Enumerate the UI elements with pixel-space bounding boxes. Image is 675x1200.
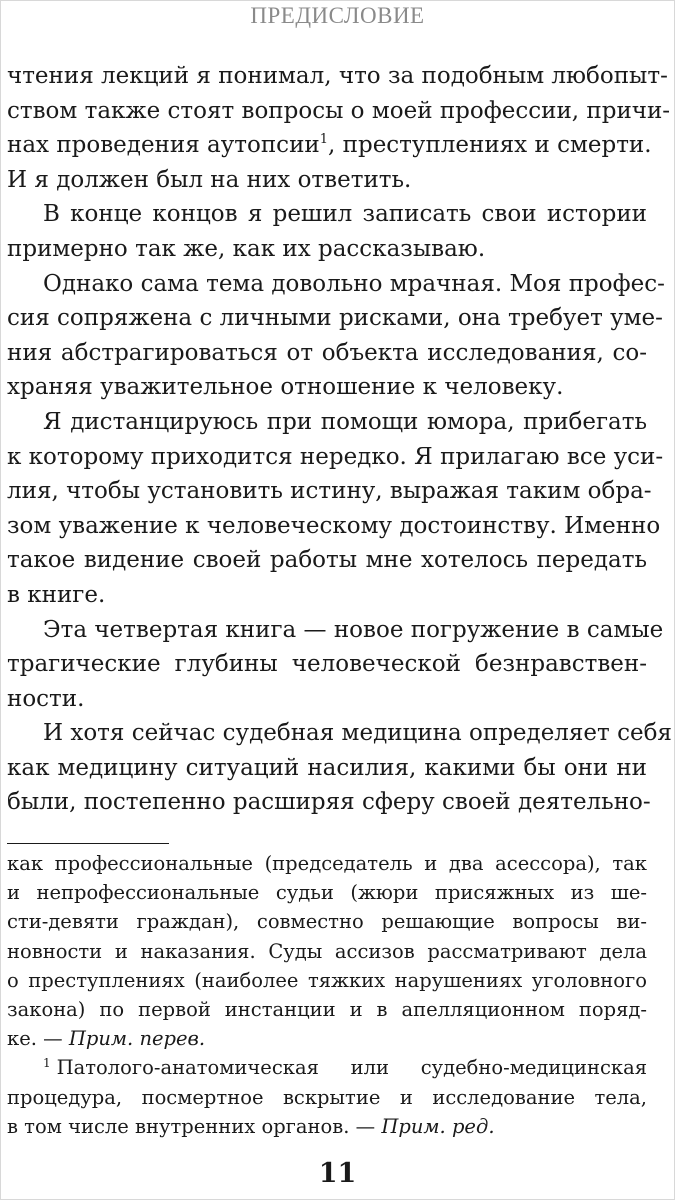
text-line: храняя уважительное отношение к человеку. <box>7 374 564 401</box>
paragraph <box>7 59 671 197</box>
footnote-line: новности и наказания. Суды ассизов рассматривают дела <box>7 939 647 963</box>
text-line: в книге. <box>7 581 106 608</box>
text-line: Однако сама тема довольно мрачная. Моя профес- <box>43 270 665 297</box>
text-line: примерно так же, как их рассказываю. <box>7 235 486 262</box>
paragraph <box>7 716 672 820</box>
paragraph <box>7 197 647 266</box>
footnote-line <box>7 1112 647 1141</box>
text-line: чтения лекций я понимал, что за подобным любопыт- <box>7 63 668 89</box>
footnote-line <box>7 1053 647 1082</box>
text-line <box>7 128 652 163</box>
text-span: Патолого-анатомическая или судебно-медицинская <box>56 1056 647 1080</box>
text-line: ности. <box>7 685 85 712</box>
text-span: ке. — <box>7 1027 69 1051</box>
text-line: Я дистанцируюсь при помощи юмора, прибегать <box>43 408 647 435</box>
footnote-1 <box>7 1053 647 1141</box>
translator-note: Прим. перев. <box>68 1027 206 1051</box>
text-line: И я должен был на них ответить. <box>7 166 412 193</box>
page-number: 11 <box>318 1158 357 1189</box>
footnote-line: сти-девяти граждан), совместно решающие вопросы ви- <box>7 910 647 934</box>
text-line: такое видение своей работы мне хотелось передать <box>7 547 647 574</box>
text-line: Эта четвертая книга — новое погружение в самые <box>43 616 664 643</box>
footnote-line: о преступлениях (наиболее тяжких нарушениях уголовного <box>7 968 647 992</box>
text-span: нах проведения аутопсии <box>7 132 320 159</box>
text-span: , преступлениях и смерти. <box>328 132 652 159</box>
footnote-continuation <box>7 849 647 1053</box>
text-line: ния абстрагироваться от объекта исследования, со- <box>7 339 647 366</box>
body-text <box>7 59 672 820</box>
text-line: трагические глубины человеческой безнравствен- <box>7 651 647 678</box>
footnote-separator <box>7 843 169 844</box>
text-line: сия сопряжена с личными рисками, она требует уме- <box>7 305 663 332</box>
text-span: в том числе внутренних органов. — <box>7 1114 382 1138</box>
footnote-line <box>7 1024 647 1053</box>
text-line: как медицину ситуаций насилия, какими бы они ни <box>7 754 647 781</box>
running-head: ПРЕДИСЛОВИЕ <box>250 3 425 28</box>
text-line: ством также стоят вопросы о моей профессии, причи- <box>7 97 671 124</box>
text-line: В конце концов я решил записать свои истории <box>43 201 647 228</box>
text-line: зом уважение к человеческому достоинству. Именно <box>7 512 661 539</box>
footnote-reference: 1 <box>319 132 329 148</box>
text-line: И хотя сейчас судебная медицина определяет себя <box>43 720 672 747</box>
text-line: лия, чтобы установить истину, выражая таким обра- <box>7 478 652 505</box>
footnote-line: процедура, посмертное вскрытие и исследование тела, <box>7 1085 647 1109</box>
footnote-line: и непрофессиональные судьи (жюри присяжных из ше- <box>7 881 647 905</box>
editor-note: Прим. ред. <box>381 1114 495 1138</box>
text-line: к которому приходится нередко. Я прилагаю все уси- <box>7 443 664 470</box>
paragraph <box>7 405 664 613</box>
footnote-line: как профессиональные (председатель и два асессора), так <box>7 852 647 875</box>
footnote-mark: 1 <box>43 1056 51 1071</box>
paragraph <box>7 613 664 717</box>
footnotes <box>7 849 647 1141</box>
footnote-line: закона) по первой инстанции и в апелляционном поряд- <box>7 997 647 1021</box>
text-line: были, постепенно расширяя сферу своей деятельно- <box>7 789 651 816</box>
paragraph <box>7 267 665 405</box>
